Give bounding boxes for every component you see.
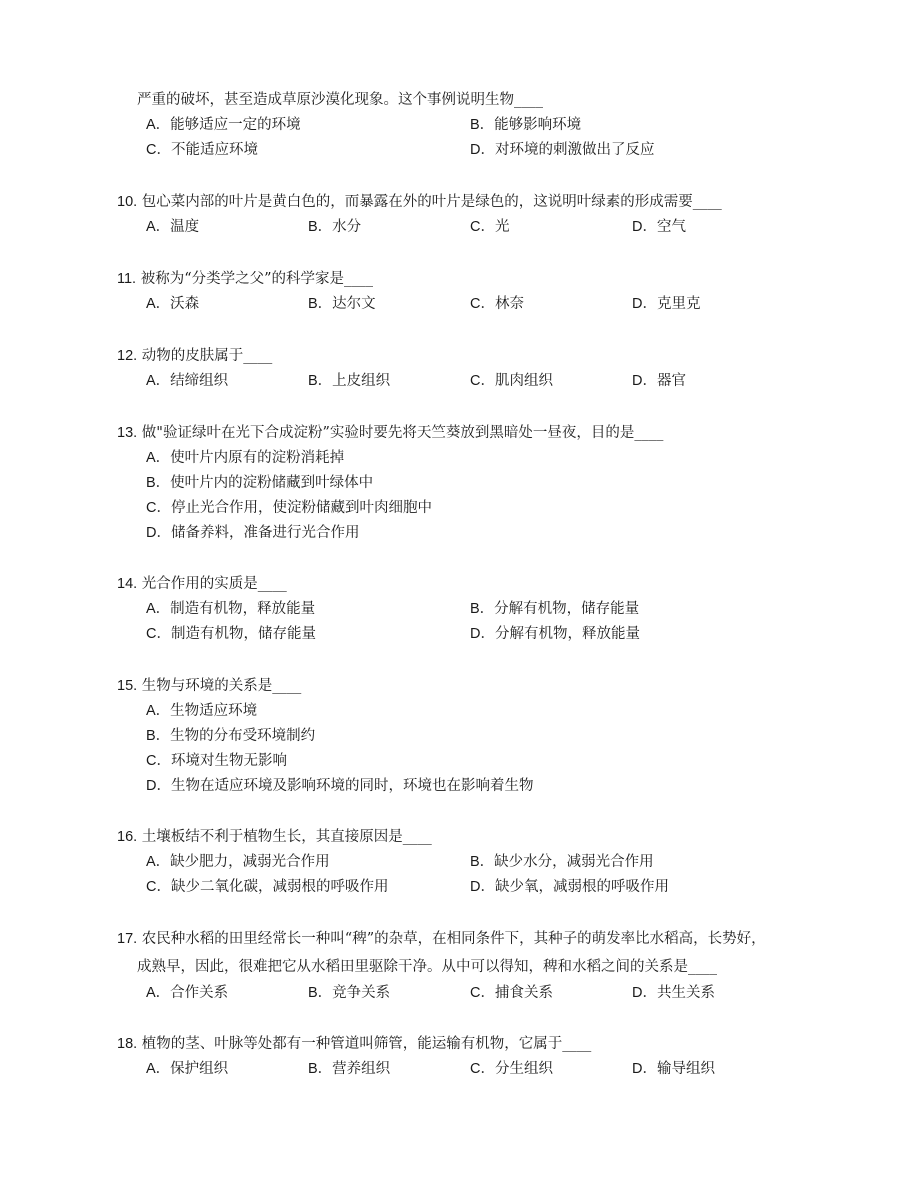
option-text: 使叶片内的淀粉储藏到叶绿体中 [170, 475, 374, 491]
option-text: 空气 [656, 219, 686, 235]
option-text: 环境对生物无影响 [170, 753, 287, 769]
option-letter: D． [632, 985, 657, 1001]
question-text: 生物与环境的关系是____ [141, 678, 302, 694]
option-c [470, 983, 553, 1003]
option-text: 生物在适应环境及影响环境的同时，环境也在影响着生物 [170, 778, 534, 794]
option-c [146, 624, 316, 644]
option-a [146, 115, 301, 135]
option-d [632, 1059, 715, 1079]
option-text: 竞争关系 [332, 985, 391, 1001]
question-stem [117, 929, 766, 949]
option-letter: C． [470, 1061, 495, 1077]
option-text: 缺少水分，减弱光合作用 [494, 854, 654, 870]
option-letter: A． [146, 985, 171, 1001]
option-b [146, 473, 373, 493]
option-letter: B． [308, 1061, 333, 1077]
question-text: 做"验证绿叶在光下合成淀粉”实验时要先将天竺葵放到黑暗处一昼夜，目的是____ [141, 425, 664, 441]
option-letter: A． [146, 296, 171, 312]
option-d [632, 294, 700, 314]
option-text: 分生组织 [494, 1061, 553, 1077]
question-number: 12. [117, 348, 138, 364]
question-stem [117, 346, 272, 366]
option-d [146, 776, 533, 796]
option-a [146, 1059, 228, 1079]
question-stem [117, 827, 432, 847]
option-a [146, 701, 257, 721]
option-text: 生物的分布受环境制约 [170, 728, 316, 744]
option-text: 能够影响环境 [494, 117, 582, 133]
option-text: 缺少肥力，减弱光合作用 [170, 854, 330, 870]
option-text: 不能适应环境 [170, 142, 258, 158]
option-text: 合作关系 [170, 985, 229, 1001]
option-c [146, 751, 287, 771]
option-letter: B． [308, 985, 333, 1001]
option-letter: B． [470, 117, 495, 133]
option-text: 缺少氧，减弱根的呼吸作用 [494, 879, 669, 895]
option-text: 器官 [656, 373, 686, 389]
option-letter: D． [470, 879, 495, 895]
option-letter: C． [470, 985, 495, 1001]
question-number: 15. [117, 678, 138, 694]
question-number: 17. [117, 931, 138, 947]
option-text: 水分 [332, 219, 362, 235]
option-a [146, 217, 199, 237]
question-text: 光合作用的实质是____ [141, 576, 287, 592]
option-a [146, 983, 228, 1003]
option-text: 上皮组织 [332, 373, 391, 389]
option-a [146, 448, 344, 468]
question-stem [117, 192, 722, 212]
question-stem-continued: 成熟早，因此，很难把它从水稻田里驱除干净。从中可以得知，稗和水稻之间的关系是____ [137, 959, 717, 975]
option-letter: D． [470, 142, 495, 158]
option-letter: C． [146, 879, 171, 895]
option-a [146, 852, 330, 872]
option-letter: C． [470, 373, 495, 389]
option-text: 营养组织 [332, 1061, 391, 1077]
option-text: 停止光合作用，使淀粉储藏到叶肉细胞中 [170, 500, 432, 516]
option-letter: A． [146, 450, 171, 466]
option-d [470, 624, 640, 644]
question-text: 土壤板结不利于植物生长，其直接原因是____ [141, 829, 432, 845]
option-letter: B． [146, 728, 171, 744]
option-text: 缺少二氧化碳，减弱根的呼吸作用 [170, 879, 389, 895]
option-b [308, 294, 376, 314]
option-letter: C． [146, 753, 171, 769]
option-b [470, 852, 654, 872]
question-number: 18. [117, 1036, 138, 1052]
option-letter: B． [146, 475, 171, 491]
option-b [308, 217, 361, 237]
option-d [146, 523, 359, 543]
option-letter: D． [632, 296, 657, 312]
option-d [470, 877, 669, 897]
option-letter: B． [308, 373, 333, 389]
question-stem: 严重的破坏，甚至造成草原沙漠化现象。这个事例说明生物____ [137, 92, 543, 108]
option-c [470, 217, 509, 237]
option-text: 林奈 [494, 296, 524, 312]
option-text: 肌肉组织 [494, 373, 553, 389]
question-number: 11. [117, 271, 137, 287]
option-letter: A． [146, 373, 171, 389]
question-stem [117, 269, 373, 289]
option-letter: A． [146, 703, 171, 719]
question-text: 包心菜内部的叶片是黄白色的，而暴露在外的叶片是绿色的，这说明叶绿素的形成需要____ [141, 194, 722, 210]
option-text: 使叶片内原有的淀粉消耗掉 [170, 450, 345, 466]
option-letter: B． [308, 219, 333, 235]
option-c [470, 371, 553, 391]
option-letter: A． [146, 1061, 171, 1077]
option-letter: C． [470, 296, 495, 312]
option-letter: D． [632, 1061, 657, 1077]
option-d [632, 371, 686, 391]
option-text: 输导组织 [656, 1061, 715, 1077]
option-a [146, 371, 228, 391]
option-a [146, 599, 315, 619]
question-text: 动物的皮肤属于____ [141, 348, 273, 364]
option-letter: A． [146, 219, 171, 235]
option-letter: A． [146, 117, 171, 133]
option-letter: D． [470, 626, 495, 642]
question-number: 13. [117, 425, 138, 441]
option-b [470, 115, 581, 135]
option-letter: B． [470, 601, 495, 617]
option-letter: B． [308, 296, 333, 312]
option-c [146, 140, 258, 160]
option-text: 制造有机物，释放能量 [170, 601, 316, 617]
question-stem [117, 423, 663, 443]
option-text: 温度 [170, 219, 200, 235]
question-text: 植物的茎、叶脉等处都有一种管道叫筛管，能运输有机物，它属于____ [141, 1036, 592, 1052]
option-letter: C． [470, 219, 495, 235]
option-text: 储备养料，准备进行光合作用 [170, 525, 360, 541]
option-c [470, 1059, 553, 1079]
option-c [470, 294, 524, 314]
option-letter: C． [146, 500, 171, 516]
option-d [632, 983, 715, 1003]
option-text: 克里克 [656, 296, 701, 312]
option-text: 能够适应一定的环境 [170, 117, 301, 133]
question-number: 14. [117, 576, 138, 592]
option-text: 共生关系 [656, 985, 715, 1001]
option-d [632, 217, 686, 237]
option-text: 结缔组织 [170, 373, 229, 389]
option-a [146, 294, 199, 314]
option-d [470, 140, 654, 160]
question-text: 农民种水稻的田里经常长一种叫“稗”的杂草，在相同条件下，其种子的萌发率比水稻高，长势好， [141, 931, 766, 947]
option-letter: C． [146, 626, 171, 642]
option-text: 对环境的刺激做出了反应 [494, 142, 655, 158]
option-letter: D． [632, 219, 657, 235]
option-letter: D． [632, 373, 657, 389]
option-text: 沃森 [170, 296, 200, 312]
question-text: 被称为“分类学之父”的科学家是____ [140, 271, 374, 287]
option-text: 分解有机物，释放能量 [494, 626, 640, 642]
option-b [470, 599, 639, 619]
option-b [308, 371, 390, 391]
question-number: 10. [117, 194, 138, 210]
option-text: 捕食关系 [494, 985, 553, 1001]
option-c [146, 498, 432, 518]
option-b [146, 726, 315, 746]
option-letter: A． [146, 854, 171, 870]
question-number: 16. [117, 829, 138, 845]
option-b [308, 983, 390, 1003]
option-text: 分解有机物，储存能量 [494, 601, 640, 617]
question-stem [117, 676, 301, 696]
question-stem [117, 574, 287, 594]
option-text: 光 [494, 219, 510, 235]
question-stem [117, 1034, 591, 1054]
option-letter: D． [146, 525, 171, 541]
option-letter: A． [146, 601, 171, 617]
option-letter: D． [146, 778, 171, 794]
option-b [308, 1059, 390, 1079]
option-text: 达尔文 [332, 296, 376, 312]
option-text: 制造有机物，储存能量 [170, 626, 316, 642]
option-text: 保护组织 [170, 1061, 229, 1077]
option-c [146, 877, 388, 897]
option-letter: C． [146, 142, 171, 158]
option-letter: B． [470, 854, 495, 870]
option-text: 生物适应环境 [170, 703, 258, 719]
